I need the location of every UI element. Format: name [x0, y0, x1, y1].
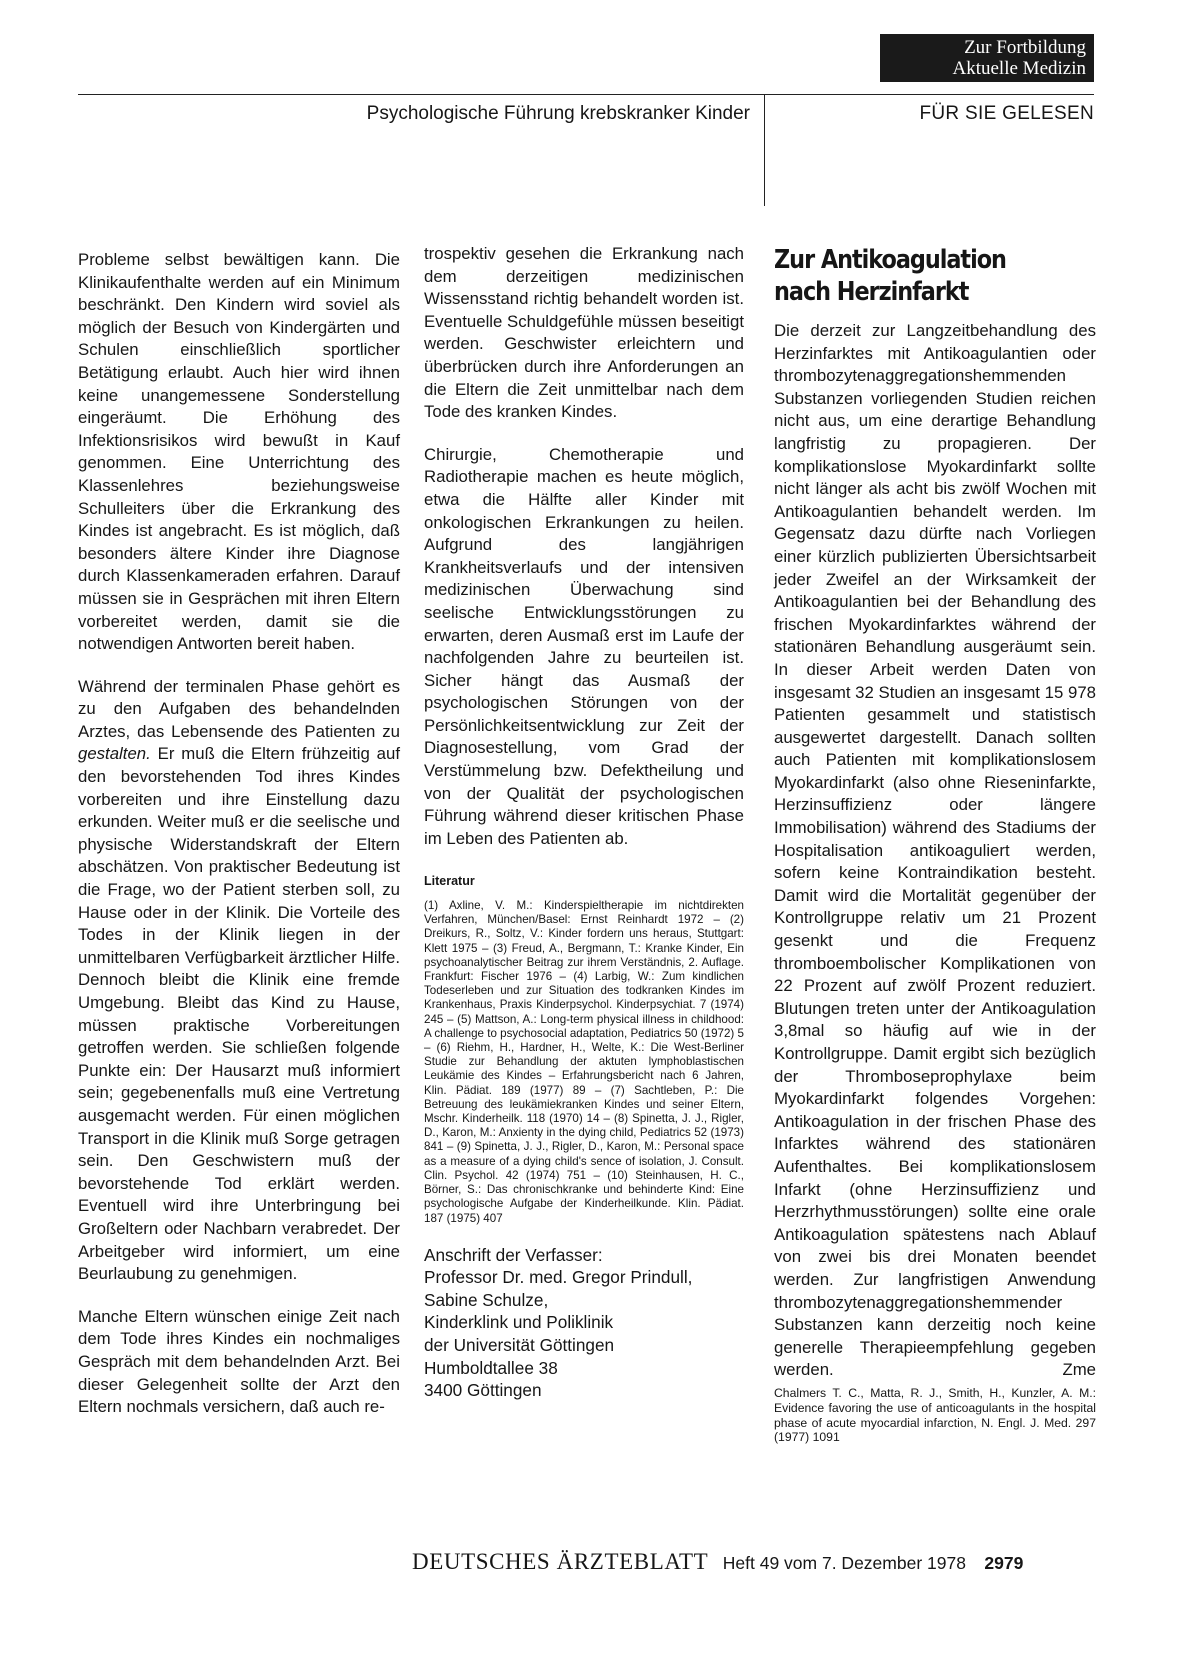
author-signature: Zme: [1062, 1360, 1096, 1380]
address-line: 3400 Göttingen: [424, 1380, 542, 1401]
header-rule: [78, 94, 1094, 95]
emphasis-text: gestalten.: [78, 744, 151, 764]
article-title-line: nach Herzinfarkt: [774, 277, 969, 307]
literature-list: (1) Axline, V. M.: Kinderspieltherapie im nichtdirekten Verfahren, München/Basel: Ernst Reinhardt 1972 – (2) Dreikurs, R., Soltz, V.: Kinder fordern uns heraus, Stuttgart: Klett 1975 – (3) Freud, A., Bergmann, T.: Kranke Kinder, Ein psychoanalytischer Beitrag zur ihrem Verständnis, 2. Auflage. Frankfurt: Fischer 1976 – (4) Larbig, W.: Zum kindlichen Todeserleben und zur Situation des todkranken Kindes im Krankenhaus, Praxis Kinderpsychol. Kinderpsychiat. 7 (1974) 245 – (5) Mattson, A.: Long-term physical illness in childhood: A challenge to psychosocial adaptation, Pediatrics 50 (1972) 5 – (6) Riehm, H., Hardner, H., Welte, K.: Die West-Berliner Studie zur Behandlung der aktuten lymphoblastischen Leukämie des Kindes – Erfahrungsbericht nach 6 Jahren, Klin. Pädiat. 189 (1977) 89 – (7) Sachtleben, P.: Die Betreuung des leukämiekranken Kindes und seiner Eltern, Mschr. Kinderheilk. 118 (1970) 14 – (8) Spinetta, J. J., Rigler, D., Karon, M.: Anxienty in the dying child, Pediatrics 52 (1973) 841 – (9) Spinetta, J. J., Rigler, D., Karon, M.: Personal space as a measure of a dying child's sence of isolation, J. Consult. Clin. Psychol. 42 (1974) 751 – (10) Steinhausen, H. C., Börner, S.: Das chronischkranke und behinderte Kind: Eine psychologische Aufgabe der Kinderheilkunde. Klin. Pädiat. 187 (1975) 407: [424, 899, 744, 1225]
page-footer: [412, 1549, 1023, 1575]
header-divider: [764, 94, 765, 206]
journal-name: DEUTSCHES ÄRZTEBLATT: [412, 1549, 709, 1574]
paragraph: Probleme selbst bewältigen kann. Die Klinikaufenthalte werden auf ein Minimum beschränkt. Den Kindern wird soviel als möglich der Besuch von Kindergärten und Schulen einschließlich sportlicher Betätigung erlaubt. Auch hier wird ihnen keine unangemessene Sonderstellung eingeräumt. Die Erhöhung des Infektionsrisikos wird bewußt in Kauf genommen. Eine Unterrichtung des Klassenlehres beziehungsweise Schulleiters über die Erkrankung des Kindes ist angebracht. Es ist möglich, daß besonders ältere Kinder ihre Diagnose durch Klassenkameraden erfahren. Darauf müssen sie in Gesprächen mit ihren Eltern vorbereitet werden, damit sie die notwendigen Antworten bereit haben.: [78, 250, 400, 654]
page-number: 2979: [984, 1553, 1024, 1573]
address-line: Professor Dr. med. Gregor Prindull,: [424, 1267, 693, 1288]
author-address: [424, 1244, 744, 1402]
address-line: der Universität Göttingen: [424, 1335, 615, 1356]
address-line: Sabine Schulze,: [424, 1289, 549, 1310]
section-title: FÜR SIE GELESEN: [919, 103, 1094, 124]
paragraph-text: Während der terminalen Phase gehört es zu den Aufgaben des behandelnden Arztes, das Lebensende des Patienten zu: [78, 676, 400, 741]
issue-info: Heft 49 vom 7. Dezember 1978: [722, 1553, 966, 1573]
address-line: Kinderklink und Poliklinik: [424, 1312, 614, 1333]
paragraph-text: Er muß die Eltern frühzeitig auf den bevorstehenden Tod ihres Kindes vorbereiten und ihre Einstellung dazu erkunden. Weiter muß er die seelische und physische Widerstandskraft der Eltern abschätzen. Von praktischer Bedeutung ist die Frage, wo der Patient sterben soll, zu Hause oder in der Klinik. Die Vorteile des Todes in der Klinik liegen in der unmittelbaren Verfügbarkeit ärztlicher Hilfe. Dennoch bleibt die Klinik eine fremde Umgebung. Bleibt das Kind zu Hause, müssen praktische Vorbereitungen getroffen werden. Sie schließen folgende Punkte ein: Der Hausarzt muß informiert sein; gegebenenfalls muß eine Vertretung ausgemacht werden. Für einen möglichen Transport in die Klinik muß Sorge getragen sein. Den Geschwistern muß der bevorstehende Tod erklärt werden. Eventuell wird ihre Unterbringung bei Großeltern oder Nachbarn verabredet. Der Arbeitgeber wird informiert, um eine Beurlaubung zu genehmigen.: [78, 744, 400, 1284]
column-1: [78, 249, 400, 1439]
column-3: [774, 244, 1096, 1445]
article-title: [774, 244, 1051, 308]
paragraph: Chirurgie, Chemotherapie und Radiotherapie machen es heute möglich, etwa die Hälfte aller Kinder mit onkologischen Erkrankungen zu heilen. Aufgrund des langjährigen Krankheitsverlaufs und der intensiven medizinischen Überwachung sind seelische Entwicklungsstörungen zu erwarten, deren Ausmaß erst im Laufe der nachfolgenden Jahre zu beurteilen ist. Sicher hängt das Ausmaß der psychologischen Störungen von der Persönlichkeitsentwicklung zur Zeit der Diagnosestellung, vom Grad der Verstümmelung bzw. Defektheilung und von der Qualität der psychologischen Führung während dieser kritischen Phase im Leben des Patienten ab.: [424, 444, 744, 848]
badge-line-2: Aktuelle Medizin: [952, 58, 1086, 79]
badge-line-1: Zur Fortbildung: [964, 37, 1086, 58]
section-badge: [880, 34, 1094, 82]
article-text: Die derzeit zur Langzeitbehandlung des Herzinfarktes mit Antikoagulantien oder thrombozytenaggregationshemmenden Substanzen vorliegenden Studien reichen nicht aus, um eine derartige Behandlung langfristig zu propagieren. Der komplikationslose Myokardinfarkt sollte nicht länger als acht bis zwölf Wochen mit Antikoagulantien behandelt werden. Im Gegensatz dazu dürfte nach Vorliegen einer kürzlich publizierten Übersichtsarbeit jeder Zweifel an der Wirksamkeit der Antikoagulantien bei der Behandlung des frischen Myokardinfarktes während der stationären Behandlung ausgeräumt sein. In dieser Arbeit werden Daten von insgesamt 32 Studien an insgesamt 15 978 Patienten gesammelt und statistisch ausgewertet dargestellt. Danach sollten auch Patienten mit komplikationslosem Myokardinfarkt (also ohne Rieseninfarkte, Herzinsuffizienz oder längere Immobilisation) während des Stadiums der Hospitalisation antikoaguliert werden, sofern keine Kontraindikation besteht. Damit wird die Mortalität gegenüber der Kontrollgruppe relativ um 21 Prozent gesenkt und die Frequenz thromboembolischer Komplikationen von 22 Prozent auf zwölf Prozent reduziert. Blutungen treten unter der Antikoagulation 3,8mal so häufig auf wie in der Kontrollgruppe. Damit ergibt sich bezüglich der Thromboseprophylaxe beim Myokardinfarkt folgendes Vorgehen: Antikoagulation in der frischen Phase des Infarktes während des stationären Aufenthaltes. Bei komplikationslosem Infarkt (ohne Herzinsuffizienz und Herzrhythmusstörungen) sollte eine orale Antikoagulation spätestens nach Ablauf von zwei bis drei Monaten beendet werden. Zur langfristigen Anwendung thrombozytenaggregationshemmender Substanzen kann derzeitig noch keine generelle Therapieempfehlung gegeben werden.: [774, 321, 1096, 1380]
column-2: [424, 243, 744, 1402]
literature-heading: Literatur: [424, 874, 475, 889]
article-title-line: Zur Antikoagulation: [774, 245, 1006, 275]
paragraph: trospektiv gesehen die Erkrankung nach dem derzeitigen medizinischen Wissensstand richtig behandelt worden ist. Eventuelle Schuldgefühle müssen beseitigt werden. Geschwister erleichtern und überbrücken durch ihre Anforderungen an die Eltern die Zeit unmittelbar nach dem Tode des kranken Kindes.: [424, 244, 744, 422]
address-line: Anschrift der Verfasser:: [424, 1244, 603, 1265]
article-reference: Chalmers T. C., Matta, R. J., Smith, H., Kunzler, A. M.: Evidence favoring the use of anticoagulants in the hospital phase of acute myocardial infarction, N. Engl. J. Med. 297 (1977) 1091: [774, 1385, 1096, 1445]
article-body: [774, 320, 1096, 1382]
running-title: Psychologische Führung krebskranker Kinder: [366, 103, 750, 124]
address-line: Humboldtallee 38: [424, 1357, 558, 1378]
paragraph: [78, 676, 400, 1286]
paragraph: Manche Eltern wünschen einige Zeit nach dem Tode ihres Kindes ein nochmaliges Gespräch mit dem behandelnden Arzt. Bei dieser Gelegenheit sollte der Arzt den Eltern nochmals versichern, daß auch re-: [78, 1306, 400, 1417]
